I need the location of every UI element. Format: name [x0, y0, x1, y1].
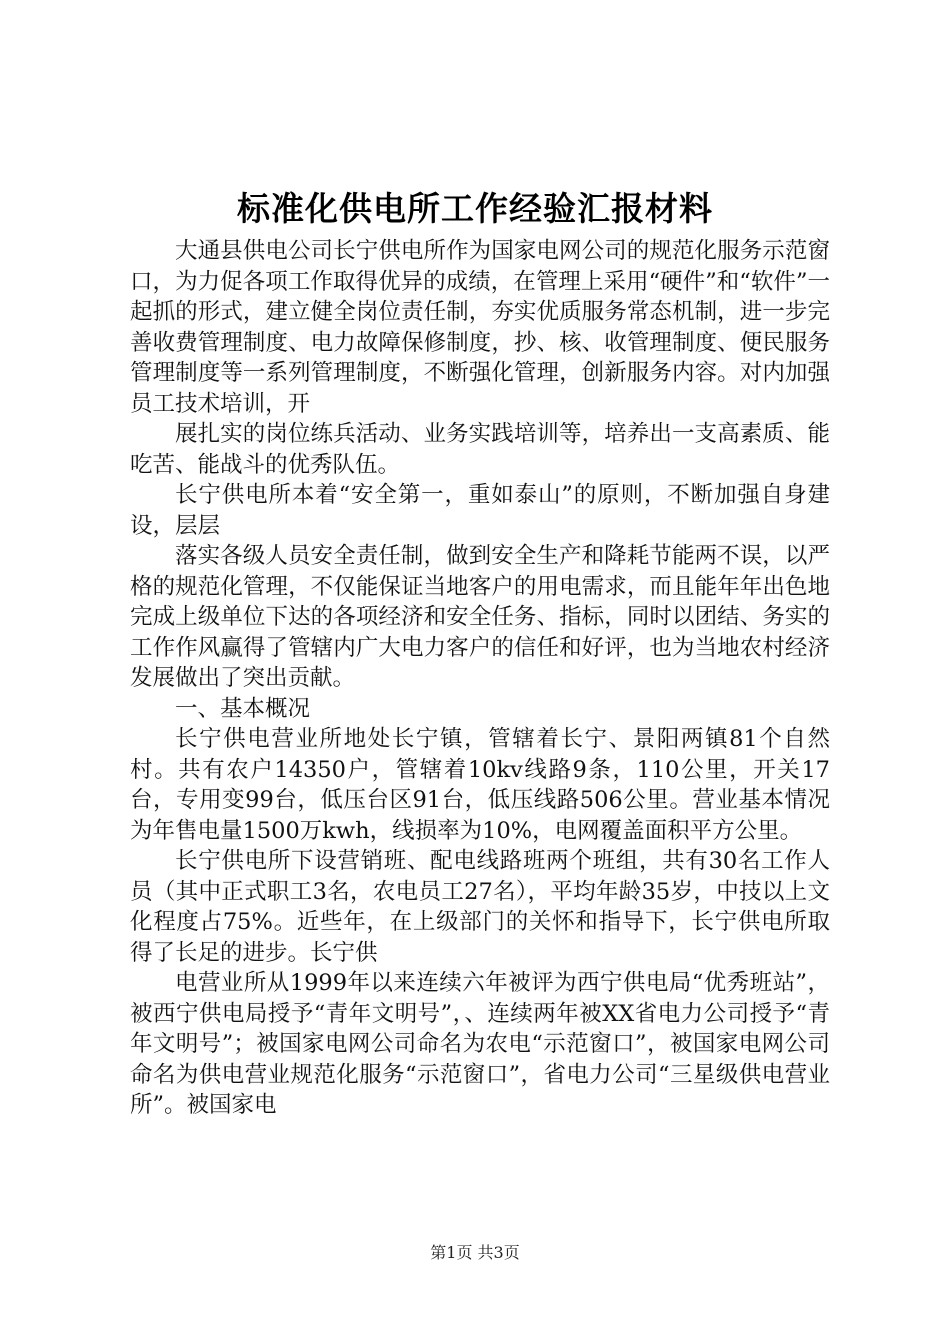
paragraph: 长宁供电所本着“安全第一，重如泰山”的原则，不断加强自身建设，层层: [130, 482, 830, 539]
paragraph: 展扎实的岗位练兵活动、业务实践培训等，培养出一支高素质、能吃苦、能战斗的优秀队伍。: [130, 421, 830, 478]
section-heading: 一、基本概况: [175, 695, 311, 722]
document-body: [130, 236, 830, 1121]
paragraph: 电营业所从1999年以来连续六年被评为西宁供电局“优秀班站”，被西宁供电局授予“青年文明号”，、连续两年被XX省电力公司授予“青年文明号”；被国家电网公司命名为农电“示范窗口”，被国家电网公司命名为供电营业规范化服务“示范窗口”，省电力公司“三星级供电营业所”。被国家电: [130, 970, 830, 1118]
paragraph: 长宁供电营业所地处长宁镇，管辖着长宁、景阳两镇81个自然村。共有农户14350户，管辖着10kv线路9条，110公里，开关17台，专用变99台，低压台区91台，低压线路506公里。营业基本情况为年售电量1500万kwh，线损率为10%，电网覆盖面积平方公里。: [130, 726, 830, 844]
paragraph: 长宁供电所下设营销班、配电线路班两个班组，共有30名工作人员（其中正式职工3名，农电员工27名），平均年龄35岁，中技以上文化程度占75%。近些年，在上级部门的关怀和指导下，长宁供电所取得了长足的进步。长宁供: [130, 848, 830, 966]
paragraph: 落实各级人员安全责任制，做到安全生产和降耗节能两不误，以严格的规范化管理，不仅能保证当地客户的用电需求，而且能年年出色地完成上级单位下达的各项经济和安全任务、指标，同时以团结、务实的工作作风赢得了管辖内广大电力客户的信任和好评，也为当地农村经济发展做出了突出贡献。: [130, 543, 830, 691]
paragraph: 大通县供电公司长宁供电所作为国家电网公司的规范化服务示范窗口，为力促各项工作取得优异的成绩，在管理上采用“硬件”和“软件”一起抓的形式，建立健全岗位责任制，夯实优质服务常态机制，进一步完善收费管理制度、电力故障保修制度，抄、核、收管理制度、便民服务管理制度等一系列管理制度，不断强化管理，创新服务内容。对内加强员工技术培训，开: [130, 238, 830, 417]
page-number-footer: 第1页 共3页: [430, 1243, 520, 1262]
document-title: 标准化供电所工作经验汇报材料: [237, 189, 713, 228]
